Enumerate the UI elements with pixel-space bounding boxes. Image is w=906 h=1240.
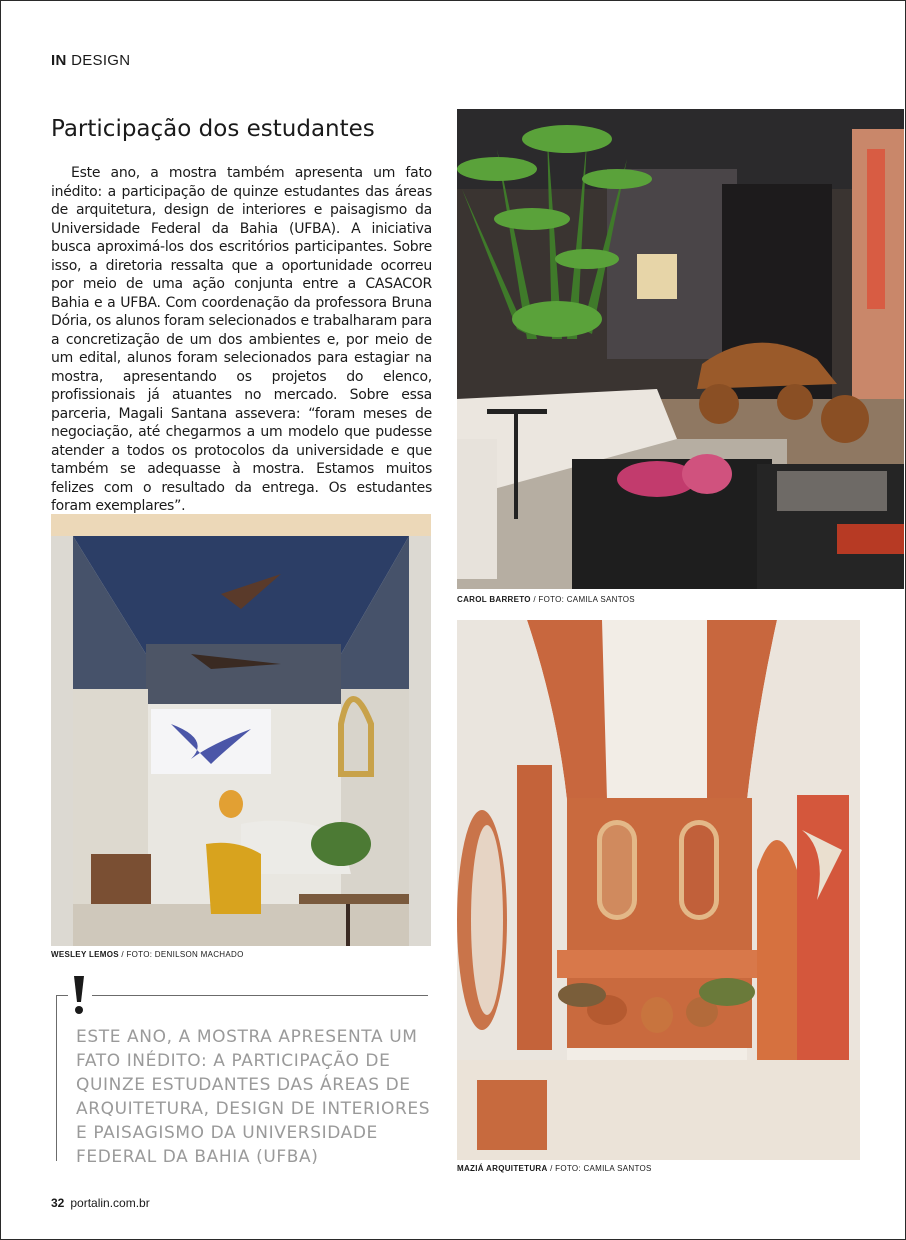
photo-caption-blue-room	[51, 950, 244, 959]
photo-caption-living-room	[457, 595, 635, 604]
pull-quote-side-rule	[56, 995, 57, 1161]
caption-designer: MAZIÁ ARQUITETURA	[457, 1164, 548, 1173]
exclamation-icon	[72, 974, 86, 1016]
page-number: 32	[51, 1196, 65, 1210]
caption-credit: / FOTO: CAMILA SANTOS	[530, 595, 635, 604]
page-footer	[51, 1196, 150, 1210]
section-prefix: IN	[51, 52, 67, 69]
photo-terracotta-corridor	[457, 620, 860, 1160]
caption-credit: / FOTO: DENILSON MACHADO	[118, 950, 244, 959]
section-tag	[51, 52, 130, 69]
photo-caption-corridor	[457, 1164, 652, 1173]
pull-quote: ESTE ANO, A MOSTRA APRESENTA UM FATO INÉDITO: A PARTICIPAÇÃO DE QUINZE ESTUDANTES DAS ÁREAS DE ARQUITETURA, DESIGN DE INTERIORES E PAISAGISMO DA UNIVERSIDADE FEDERAL DA BAHIA (UFBA)	[76, 1027, 431, 1167]
pull-quote-rule	[92, 995, 428, 996]
caption-credit: / FOTO: CAMILA SANTOS	[547, 1164, 652, 1173]
photo-living-room	[457, 109, 904, 589]
caption-designer: WESLEY LEMOS	[51, 950, 119, 959]
pull-quote-corner	[56, 995, 68, 996]
caption-designer: CAROL BARRETO	[457, 595, 531, 604]
photo-blue-ceiling-room	[51, 514, 431, 946]
section-name: DESIGN	[71, 52, 131, 69]
footer-site[interactable]: portalin.com.br	[70, 1196, 150, 1210]
article-heading: Participação dos estudantes	[51, 116, 375, 142]
article-body: Este ano, a mostra também apresenta um fato inédito: a participação de quinze estudantes das áreas de arquitetura, design de interiores e paisagismo da Universidade Federal da Bahia (UFBA). A iniciativa busca aproximá-los dos escritórios participantes. Sobre isso, a diretoria ressalta que a oportunidade ocorreu por meio de uma ação conjunta entre a CASACOR Bahia e a UFBA. Com coordenação da professora Bruna Dória, os alunos foram selecionados e trabalharam para a concretização de um dos ambientes e, por meio de um edital, alunos foram selecionados para estagiar na mostra, apresentando os projetos do elenco, profissionais já atuantes no mercado. Sobre essa parceria, Magali Santana assevera: “foram meses de negociação, até chegarmos a um modelo que pudesse atender a todos os protocolos da universidade e que também se adequasse à mostra. Estamos muitos felizes com o resultado da entrega. Os estudantes foram exemplares”.	[51, 165, 432, 514]
